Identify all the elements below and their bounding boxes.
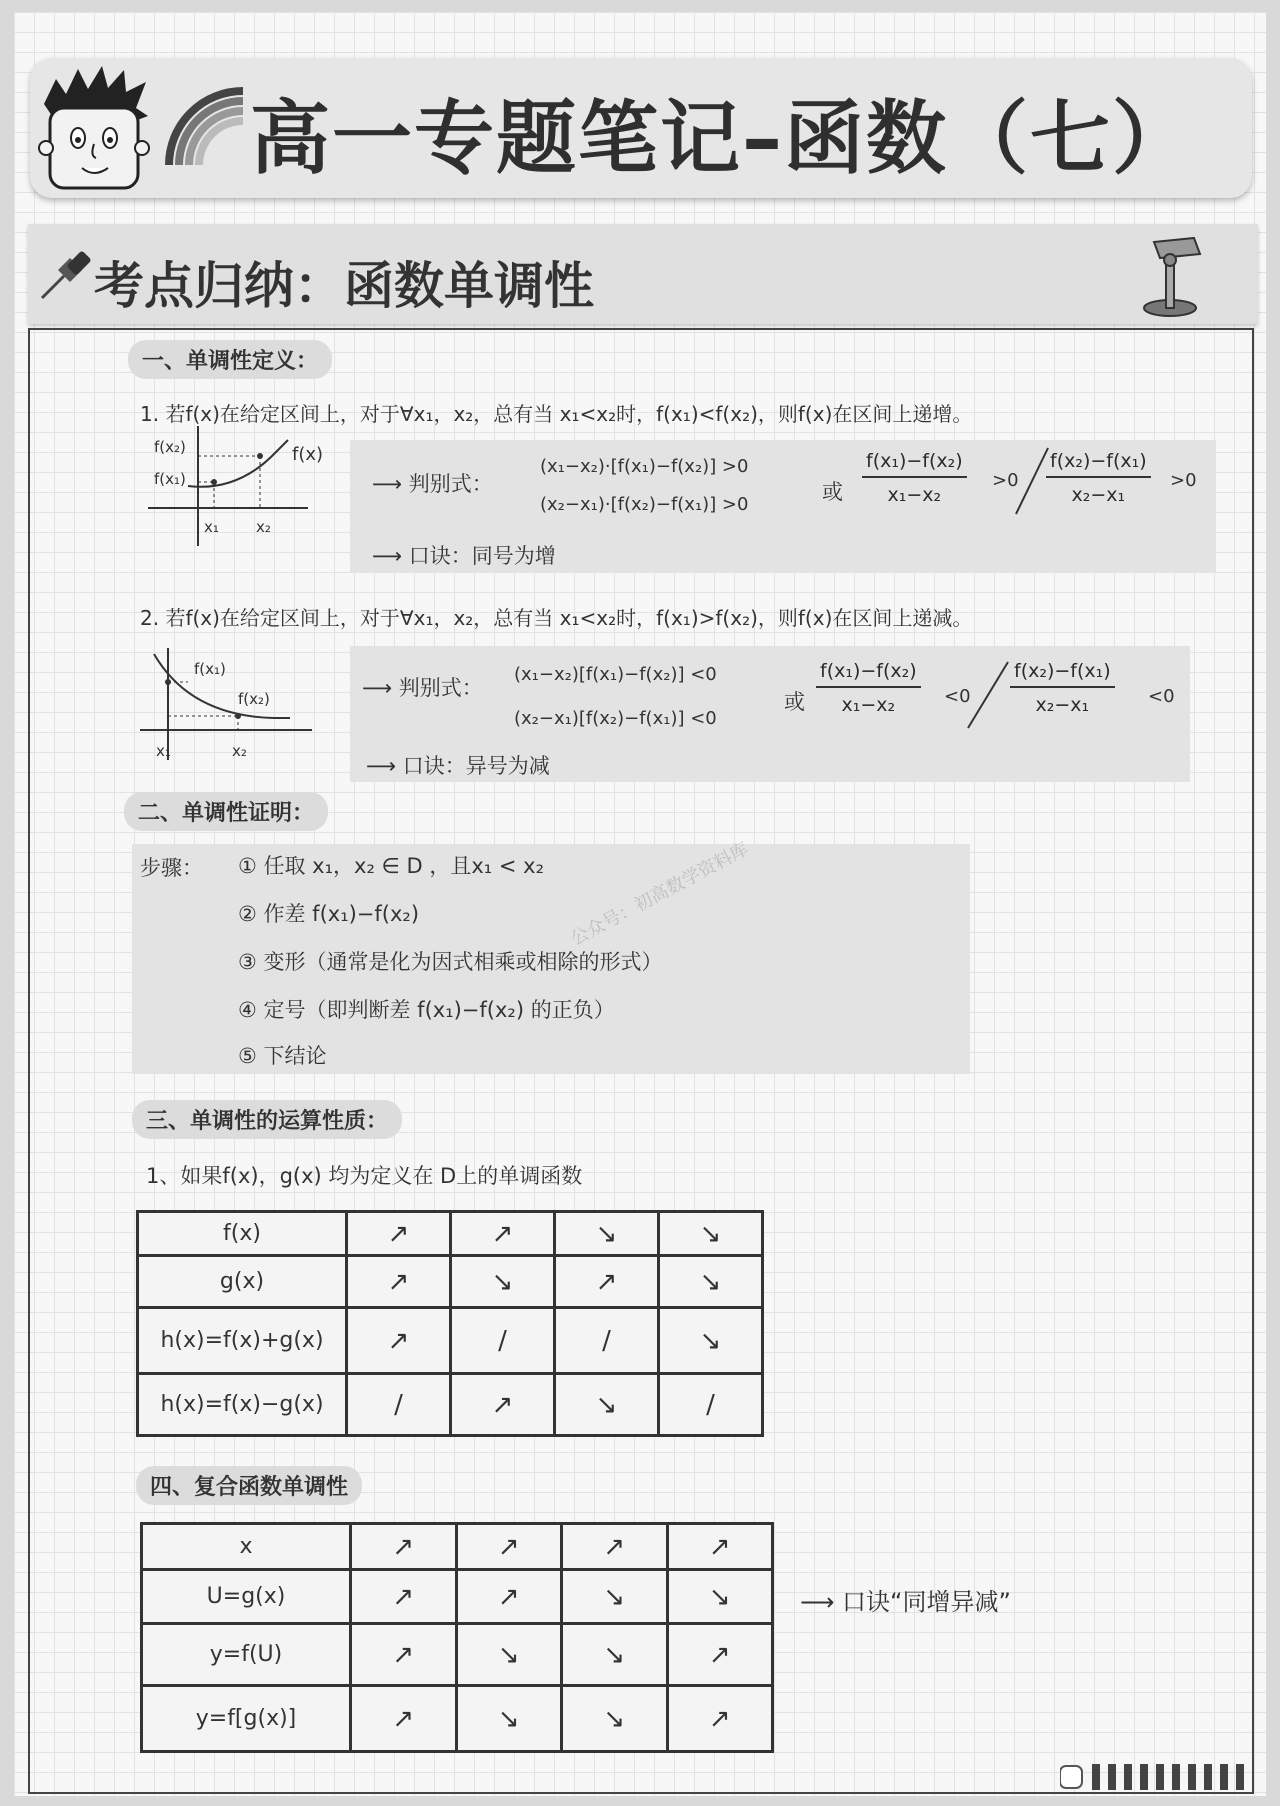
graph-label-x1: x₁ (204, 518, 219, 536)
row-label: y=f(U) (142, 1624, 351, 1686)
arrow-cell: ↘ (555, 1374, 659, 1436)
inc-judge-1: (x₁−x₂)·[f(x₁)−f(x₂)] >0 (540, 456, 749, 477)
dec-fraction-2 (1010, 660, 1115, 716)
inc-fraction-2-num: f(x₂)−f(x₁) (1046, 450, 1151, 478)
arrow-cell: ↘ (659, 1308, 763, 1374)
table-row (138, 1212, 763, 1256)
definition-heading: 一、单调性定义： (128, 340, 332, 379)
arrow-cell: ↗ (456, 1570, 562, 1624)
steps-label: 步骤： (140, 856, 203, 880)
row-label: U=g(x) (142, 1570, 351, 1624)
row-label: h(x)=f(x)+g(x) (138, 1308, 347, 1374)
arrow-cell: ↗ (667, 1686, 773, 1752)
arrow-cell: ↗ (351, 1686, 457, 1752)
arrow-cell: ↘ (659, 1256, 763, 1308)
dec-or: 或 (784, 690, 805, 714)
arrow-cell: ↗ (451, 1374, 555, 1436)
row-label: x (142, 1524, 351, 1570)
inc-fraction-1 (862, 450, 967, 506)
arrow-cell: ↗ (347, 1212, 451, 1256)
proof-step-3: ③ 变形（通常是化为因式相乘或相除的形式） (238, 950, 663, 974)
dec-fraction-1-den: x₁−x₂ (841, 694, 896, 716)
dec-fraction-2-den: x₂−x₁ (1035, 694, 1090, 716)
graph-label-fx1: f(x₁) (154, 470, 186, 488)
desk-lamp-icon (1140, 232, 1210, 318)
section-title: 考点归纳：函数单调性 (94, 257, 594, 315)
table-row (138, 1308, 763, 1374)
arrow-cell: / (347, 1374, 451, 1436)
inc-fraction-2 (1046, 450, 1151, 506)
slash-separator (1014, 446, 1050, 516)
watermark: 公众号：初高数学资料库 (567, 838, 753, 951)
inc-gt0-2: >0 (1170, 470, 1197, 491)
arrow-cell: ↘ (667, 1570, 773, 1624)
arrow-cell: ↘ (456, 1624, 562, 1686)
arrow-cell: ↘ (659, 1212, 763, 1256)
arrow-cell: / (451, 1308, 555, 1374)
inc-gt0-1: >0 (992, 470, 1019, 491)
proof-heading: 二、单调性证明： (124, 792, 328, 831)
dec-judge-label: ⟶ 判别式： (362, 676, 483, 700)
inc-fraction-1-den: x₁−x₂ (887, 484, 942, 506)
row-label: h(x)=f(x)−g(x) (138, 1374, 347, 1436)
inc-judge-label: ⟶ 判别式： (372, 472, 493, 496)
increasing-definition: 1. 若f(x)在给定区间上，对于∀x₁，x₂，总有当 x₁<x₂时，f(x₁)<f(x₂)，则f(x)在区间上递增。 (140, 402, 973, 426)
operations-subheading: 1、如果f(x)，g(x) 均为定义在 D上的单调函数 (146, 1164, 583, 1188)
row-label: g(x) (138, 1256, 347, 1308)
proof-step-4: ④ 定号（即判断差 f(x₁)−f(x₂) 的正负） (238, 998, 615, 1022)
arrow-cell: ↘ (555, 1212, 659, 1256)
arrow-cell: ↗ (667, 1524, 773, 1570)
arrow-cell: ↘ (451, 1256, 555, 1308)
dec-lt0-1: <0 (944, 686, 971, 707)
table-row (142, 1570, 773, 1624)
table-row (142, 1624, 773, 1686)
dec-graph-label-fx1: f(x₁) (194, 660, 226, 678)
arrow-cell: ↘ (456, 1686, 562, 1752)
graph-label-fx: f(x) (292, 444, 324, 465)
arrow-cell: ↗ (351, 1524, 457, 1570)
dec-judge-1: (x₁−x₂)[f(x₁)−f(x₂)] <0 (514, 664, 717, 685)
arrow-cell: / (555, 1308, 659, 1374)
arrow-cell: ↘ (562, 1570, 668, 1624)
inc-rhyme: ⟶ 口诀：同号为增 (372, 544, 556, 568)
composite-rhyme: ⟶ 口诀“同增异减” (800, 1588, 1011, 1616)
table-row (138, 1256, 763, 1308)
pushpin-icon (38, 248, 92, 302)
arrow-cell: ↗ (351, 1624, 457, 1686)
operations-table (136, 1210, 764, 1437)
proof-step-1: ① 任取 x₁，x₂ ∈ D ，且x₁ < x₂ (238, 854, 544, 878)
proof-step-2: ② 作差 f(x₁)−f(x₂) (238, 902, 420, 926)
arrow-cell: ↗ (667, 1624, 773, 1686)
dec-lt0-2: <0 (1148, 686, 1175, 707)
arrow-cell: ↗ (562, 1524, 668, 1570)
graph-label-x2: x₂ (256, 518, 271, 536)
graph-label-fx2: f(x₂) (154, 438, 186, 456)
proof-step-5: ⑤ 下结论 (238, 1044, 327, 1068)
inc-fraction-1-num: f(x₁)−f(x₂) (862, 450, 967, 478)
decorative-bars-icon (1060, 1762, 1256, 1792)
dec-judge-2: (x₂−x₁)[f(x₂)−f(x₁)] <0 (514, 708, 717, 729)
arrow-cell: ↗ (451, 1212, 555, 1256)
arrow-cell: ↘ (562, 1624, 668, 1686)
arrow-cell: ↗ (347, 1256, 451, 1308)
dec-graph-label-fx2: f(x₂) (238, 690, 270, 708)
inc-or: 或 (822, 480, 843, 504)
composite-table (140, 1522, 774, 1753)
dec-fraction-1-num: f(x₁)−f(x₂) (816, 660, 921, 688)
table-row (138, 1374, 763, 1436)
arrow-cell: ↗ (456, 1524, 562, 1570)
arrow-cell: ↘ (562, 1686, 668, 1752)
arrow-cell: / (659, 1374, 763, 1436)
composite-heading: 四、复合函数单调性 (136, 1466, 362, 1505)
table-row (142, 1686, 773, 1752)
inc-judge-2: (x₂−x₁)·[f(x₂)−f(x₁)] >0 (540, 494, 749, 515)
row-label: y=f[g(x)] (142, 1686, 351, 1752)
arrow-cell: ↗ (351, 1570, 457, 1624)
arrow-cell: ↗ (555, 1256, 659, 1308)
table-row (142, 1524, 773, 1570)
cartoon-face-icon (36, 64, 156, 194)
page-title: 高一专题笔记–函数（七） (250, 92, 1194, 185)
dec-fraction-2-num: f(x₂)−f(x₁) (1010, 660, 1115, 688)
row-label: f(x) (138, 1212, 347, 1256)
operations-heading: 三、单调性的运算性质： (132, 1100, 402, 1139)
dec-rhyme: ⟶ 口诀：异号为减 (366, 754, 550, 778)
dec-graph-label-x1: x₁ (156, 742, 171, 760)
rainbow-icon (165, 85, 247, 167)
inc-fraction-2-den: x₂−x₁ (1071, 484, 1126, 506)
decreasing-definition: 2. 若f(x)在给定区间上，对于∀x₁，x₂，总有当 x₁<x₂时，f(x₁)>f(x₂)，则f(x)在区间上递减。 (140, 606, 973, 630)
arrow-cell: ↗ (347, 1308, 451, 1374)
dec-graph-label-x2: x₂ (232, 742, 247, 760)
dec-fraction-1 (816, 660, 921, 716)
slash-separator-2 (966, 660, 1010, 730)
